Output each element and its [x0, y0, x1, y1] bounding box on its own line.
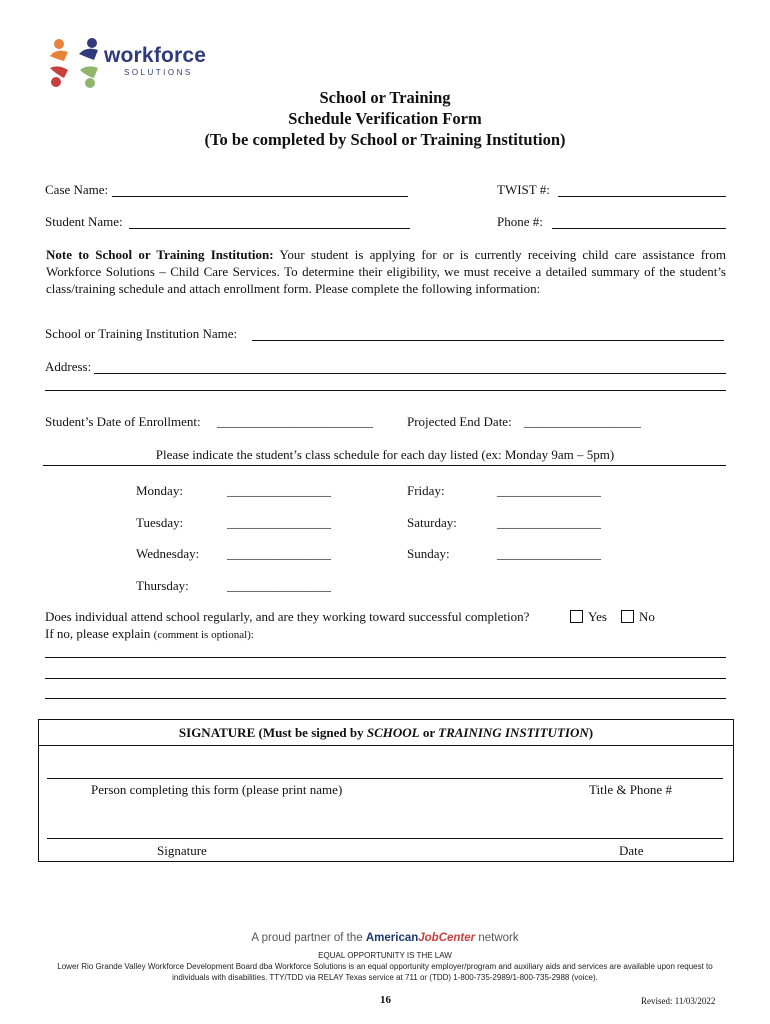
schedule-divider [43, 465, 726, 466]
logo-mark-icon [46, 34, 102, 90]
sunday-field[interactable]: ________________ [497, 546, 601, 561]
explain-label [45, 626, 254, 642]
note-heading: Note to School or Training Institution: [46, 247, 274, 262]
signature-header-close: ) [588, 725, 594, 740]
twist-label: TWIST #: [497, 182, 550, 197]
eoe-text-line-1: Lower Rio Grande Valley Workforce Development Board dba Workforce Solutions is an equal opportunity employer/program and auxiliary aids and services are available upon request to [57, 962, 713, 971]
explain-text: If no, please explain [45, 626, 151, 641]
partner-american: American [365, 932, 419, 944]
wednesday-label: Wednesday: [136, 546, 200, 561]
signature-header [39, 720, 733, 746]
monday-field[interactable]: ________________ [227, 483, 331, 498]
form-title-line-1: School or Training [319, 88, 451, 107]
friday-label: Friday: [407, 483, 445, 498]
case-name-label: Case Name: [45, 182, 109, 197]
phone-field[interactable] [552, 227, 726, 229]
projected-end-field[interactable]: __________________ [524, 414, 641, 429]
logo-wordmark: workforce [104, 44, 207, 67]
sunday-label: Sunday: [407, 546, 450, 561]
logo-subtitle: SOLUTIONS [124, 68, 193, 77]
tuesday-field[interactable]: ________________ [227, 515, 331, 530]
friday-field[interactable]: ________________ [497, 483, 601, 498]
projected-end-label: Projected End Date: [407, 414, 512, 429]
institution-name-label: School or Training Institution Name: [45, 326, 238, 341]
saturday-field[interactable]: ________________ [497, 515, 601, 530]
no-label: No [639, 609, 655, 624]
phone-label: Phone #: [497, 214, 543, 229]
date-label: Date [619, 843, 644, 858]
institution-name-field[interactable] [252, 339, 724, 341]
partner-suffix: network [475, 932, 519, 944]
explanation-line-1[interactable] [45, 656, 726, 658]
wednesday-field[interactable]: ________________ [227, 546, 331, 561]
address-field-line-1[interactable] [94, 372, 726, 374]
signature-label: Signature [157, 843, 207, 858]
attendance-question: Does individual attend school regularly, and are they working toward successful completion? [45, 609, 530, 624]
student-name-label: Student Name: [45, 214, 123, 229]
eoe-text-line-2: individuals with disabilities. TTY/TDD via RELAY Texas service at 711 or (TDD) 1-800-735-2989/1-800-735-2988 (voice). [172, 973, 598, 982]
yes-checkbox[interactable] [570, 610, 583, 623]
address-label: Address: [45, 359, 92, 374]
explain-optional: (comment is optional): [153, 629, 254, 641]
explanation-line-3[interactable] [45, 697, 726, 699]
title-phone-label: Title & Phone # [589, 782, 672, 797]
form-title-line-3: (To be completed by School or Training Institution) [204, 130, 566, 149]
signature-header-institution: TRAINING INSTITUTION [438, 725, 589, 740]
saturday-label: Saturday: [407, 515, 457, 530]
partner-prefix: A proud partner of the [251, 932, 366, 944]
note-paragraph [46, 246, 726, 297]
enrollment-date-label: Student’s Date of Enrollment: [45, 414, 201, 429]
no-checkbox[interactable] [621, 610, 634, 623]
schedule-instruction: Please indicate the student’s class schedule for each day listed (ex: Monday 9am – 5pm) [155, 447, 615, 462]
revised-date: Revised: 11/03/2022 [641, 996, 716, 1006]
american-job-center-banner [0, 932, 770, 944]
signature-header-text: SIGNATURE (Must be signed by [178, 725, 367, 740]
signature-header-or: or [419, 725, 439, 740]
page-number: 16 [380, 994, 391, 1006]
student-name-field[interactable] [129, 227, 410, 229]
thursday-field[interactable]: ________________ [227, 578, 331, 593]
eoe-heading: EQUAL OPPORTUNITY IS THE LAW [318, 951, 452, 960]
enrollment-date-field[interactable]: ________________________ [217, 414, 373, 429]
tuesday-label: Tuesday: [136, 515, 184, 530]
thursday-label: Thursday: [136, 578, 189, 593]
workforce-logo [46, 34, 216, 92]
printed-name-field[interactable] [47, 777, 723, 779]
signature-header-school: SCHOOL [366, 725, 420, 740]
monday-label: Monday: [136, 483, 183, 498]
twist-field[interactable] [558, 195, 726, 197]
yes-label: Yes [588, 609, 607, 624]
signature-box [38, 719, 734, 862]
form-title-line-2: Schedule Verification Form [288, 109, 482, 128]
explanation-line-2[interactable] [45, 677, 726, 679]
printed-name-label: Person completing this form (please print name) [91, 782, 343, 797]
note-text: Your student is applying for or is currently receiving child care assistance from Workforce Solutions – Child Care Services. To determine their eligibility, we must receive a detailed summary of the student’s class/training schedule and attach enrollment form. Please complete the following information: [46, 247, 726, 296]
case-name-field[interactable] [112, 195, 408, 197]
partner-jobcenter: JobCenter [418, 932, 476, 944]
signature-field[interactable] [47, 837, 723, 839]
address-field-line-2[interactable] [45, 389, 726, 391]
